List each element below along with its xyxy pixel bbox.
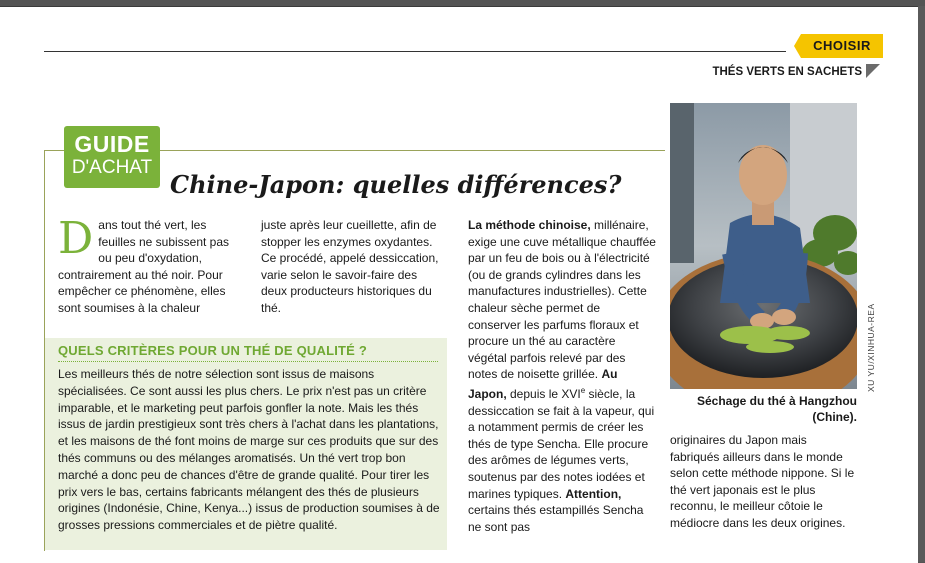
intro-text-1: ans tout thé vert, les feuilles ne subissent pas ou peu d'oxydation, contrairement au thé noir. Pour empêcher ce phénomène, elles sont soumises à la chaleur: [58, 218, 230, 315]
guide-badge-line1: GUIDE: [74, 131, 150, 157]
century-superscript: e: [580, 385, 586, 395]
quality-box-text: Les meilleurs thés de notre sélection sont issus de maisons spécialisées. Ce sont aussi les plus chers. Le prix n'est pas un critère imparable, et le marketing peut parfois gonfler la note. Mais les thés issus de jardin prestigieux sont très chers à l'achat dans les plantations, et les maisons de thé font moins de marge sur ces produits que sur des thés communs ou des mélanges aromatisés. Un thé vert trop bon marché a donc peu de chances d'être de grande qualité. Pour tirer les prix vers le bas, certains fabricants mélangent des thés de plusieurs origines (Indonésie, Chine, Kenya...) issus de production soumises à de grosses pressions commerciales et de piètre qualité.: [58, 367, 440, 533]
photo-illustration: [670, 103, 857, 389]
japan-method-text-b: siècle, la dessiccation se fait à la vapeur, qui a notamment permis de créer les thés de type Sencha. Elle procure des arômes de légumes verts, soutenus par des notes iodées et marines typiques.: [468, 386, 655, 501]
intro-column-1: [58, 213, 243, 317]
photo-credit: XU YU/XINHUA-REA: [866, 303, 876, 392]
continuation-column: originaires du Japon mais fabriqués ailleurs dans le monde selon cette méthode nippone. Si le thé vert japonais est le plus reconnu, le meilleur côtoie le médiocre dans les deux origines.: [670, 433, 855, 530]
attention-lead: Attention,: [565, 486, 622, 501]
photo-caption: Séchage du thé à Hangzhou (Chine).: [696, 394, 857, 424]
chinese-method-text: millénaire, exige une cuve métallique chauffée par un feu de bois ou à l'électricité (ou de grands cylindres dans les manufactures industrielles). Cette chaleur sèche permet de conserver les parfums floraux et procure un thé au caractère végétal parfois relevé par des notes de noisette grillée.: [468, 218, 656, 382]
drop-cap: D: [58, 213, 94, 264]
section-tag: CHOISIR: [801, 34, 883, 58]
subtitle-arrow-icon: [866, 64, 880, 78]
section-subtitle: THÉS VERTS EN SACHETS: [712, 66, 862, 78]
attention-text: certains thés estampillés Sencha ne sont pas: [468, 503, 644, 534]
header-rule: [44, 51, 786, 52]
tea-drying-photo: [670, 103, 857, 389]
guide-badge: [64, 126, 160, 188]
article-headline: Chine-Japon: quelles différences?: [170, 170, 622, 199]
japan-method-lead: Au Japon,: [468, 367, 618, 401]
methods-column: [468, 217, 656, 535]
japan-method-text-a: depuis le XVI: [506, 386, 581, 401]
page-edge: [918, 6, 925, 562]
intro-column-2: juste après leur cueillette, afin de stopper les enzymes oxydantes. Ce procédé, appelé dessiccation, varie selon le savoir-faire des deux producteurs historiques du thé.: [261, 218, 439, 315]
quality-box-title: QUELS CRITÈRES POUR UN THÉ DE QUALITÉ ?: [58, 343, 367, 358]
guide-badge-line2: D'ACHAT: [71, 157, 153, 178]
quality-box-rule: [58, 361, 438, 362]
chinese-method-lead: La méthode chinoise,: [468, 218, 591, 232]
